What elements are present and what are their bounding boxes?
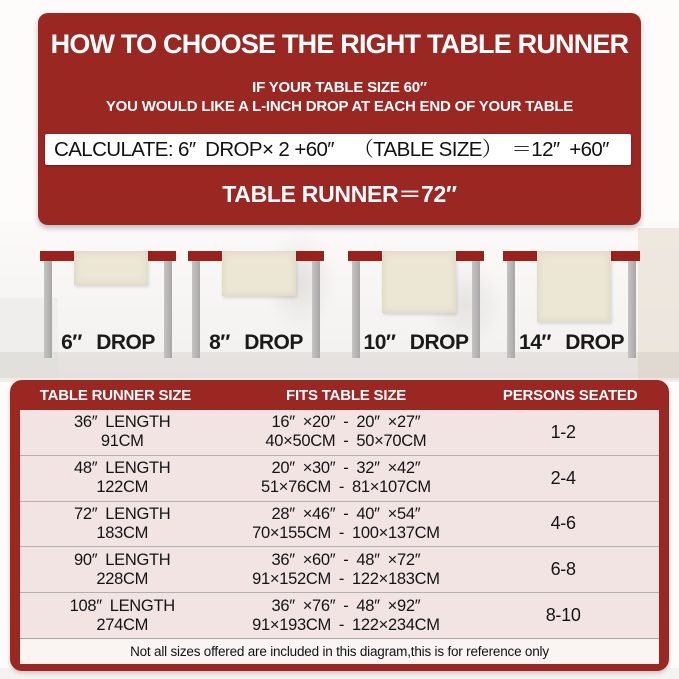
persons-cell: 2-4: [550, 467, 576, 488]
header-persons-seated: PERSONS SEATED: [502, 386, 638, 404]
table-illustration-8in-drop: [188, 251, 324, 381]
table-illustration-10in-drop: [348, 251, 484, 381]
drop-label-14in: 14″ DROP: [519, 331, 624, 354]
runner-size-cell: [20, 459, 224, 497]
table-illustration-6in-drop: [40, 251, 176, 381]
fits-range-cm: 91×193CM - 122×234CM: [252, 615, 440, 634]
table-row: [20, 502, 659, 548]
table-runner-drape: [537, 251, 611, 322]
table-row: [20, 593, 659, 638]
table-row: [20, 410, 659, 456]
runner-length-cm: 274CM: [96, 615, 149, 634]
runner-length-in: 36″ LENGTH: [74, 413, 171, 432]
runner-length-cm: 122CM: [96, 478, 149, 497]
fits-range-in: 20″ ×30″ - 32″ ×42″: [271, 459, 421, 478]
page-title: HOW TO CHOOSE THE RIGHT TABLE RUNNER: [50, 29, 629, 59]
how-to-banner: [38, 13, 641, 225]
fits-range-in: 36″ ×76″ - 48″ ×92″: [271, 596, 421, 615]
fits-size-cell: [224, 459, 467, 497]
size-chart-table: [10, 380, 669, 671]
banner-subtitle-line2: YOU WOULD LIKE A L-INCH DROP AT EACH END OF YOUR TABLE: [105, 98, 574, 115]
header-table-runner-size: TABLE RUNNER SIZE: [39, 386, 192, 404]
size-chart-disclaimer: Not all sizes offered are included in this diagram,this is for reference only: [20, 638, 659, 664]
persons-cell: 1-2: [550, 421, 576, 442]
fits-range-cm: 70×155CM - 100×137CM: [252, 523, 440, 542]
calculation-formula-bar: CALCULATE: 6″ DROP× 2 +60″ （TABLE SIZE） ＝12″ +60″: [45, 134, 631, 165]
runner-length-in: 72″ LENGTH: [74, 504, 171, 523]
persons-cell: 4-6: [550, 513, 576, 534]
table-row: [20, 547, 659, 593]
fits-size-cell: [224, 505, 467, 543]
drop-label-10in: 10″ DROP: [363, 331, 469, 354]
persons-cell: 6-8: [550, 559, 576, 580]
table-runner-drape: [382, 251, 456, 313]
size-chart-body: [20, 410, 659, 638]
runner-length-in: 48″ LENGTH: [74, 459, 171, 478]
table-illustration-14in-drop: [503, 251, 640, 381]
drop-label-8in: 8″ DROP: [209, 331, 303, 354]
table-runner-drape: [74, 251, 148, 285]
runner-size-cell: [20, 597, 224, 635]
runner-length-cm: 91CM: [100, 432, 144, 451]
header-fits-table-size: FITS TABLE SIZE: [286, 386, 407, 404]
runner-size-cell: [20, 551, 224, 589]
runner-length-in: 108″ LENGTH: [69, 596, 175, 615]
fits-range-cm: 40×50CM - 50×70CM: [265, 432, 427, 451]
fits-range-in: 16″ ×20″ - 20″ ×27″: [271, 413, 421, 432]
fits-size-cell: [224, 551, 467, 589]
drop-label-6in: 6″ DROP: [61, 331, 155, 354]
runner-length-cm: 228CM: [96, 569, 149, 588]
fits-size-cell: [224, 597, 467, 635]
size-chart-header-row: [10, 380, 669, 410]
runner-size-cell: [20, 505, 224, 543]
table-runner-drape: [222, 251, 296, 296]
banner-subtitle-line1: IF YOUR TABLE SIZE 60″: [252, 79, 427, 96]
runner-length-cm: 183CM: [96, 523, 149, 542]
fits-size-cell: [224, 413, 467, 451]
fits-range-in: 36″ ×60″ - 48″ ×72″: [271, 550, 421, 569]
table-row: [20, 456, 659, 502]
fits-range-cm: 91×152CM - 122×183CM: [252, 569, 440, 588]
runner-size-cell: [20, 413, 224, 451]
fits-range-cm: 51×76CM - 81×107CM: [260, 478, 431, 497]
persons-cell: 8-10: [545, 605, 581, 626]
fits-range-in: 28″ ×46″ - 40″ ×54″: [271, 504, 421, 523]
runner-length-in: 90″ LENGTH: [74, 550, 171, 569]
calculation-result: TABLE RUNNER＝72″: [222, 181, 457, 207]
